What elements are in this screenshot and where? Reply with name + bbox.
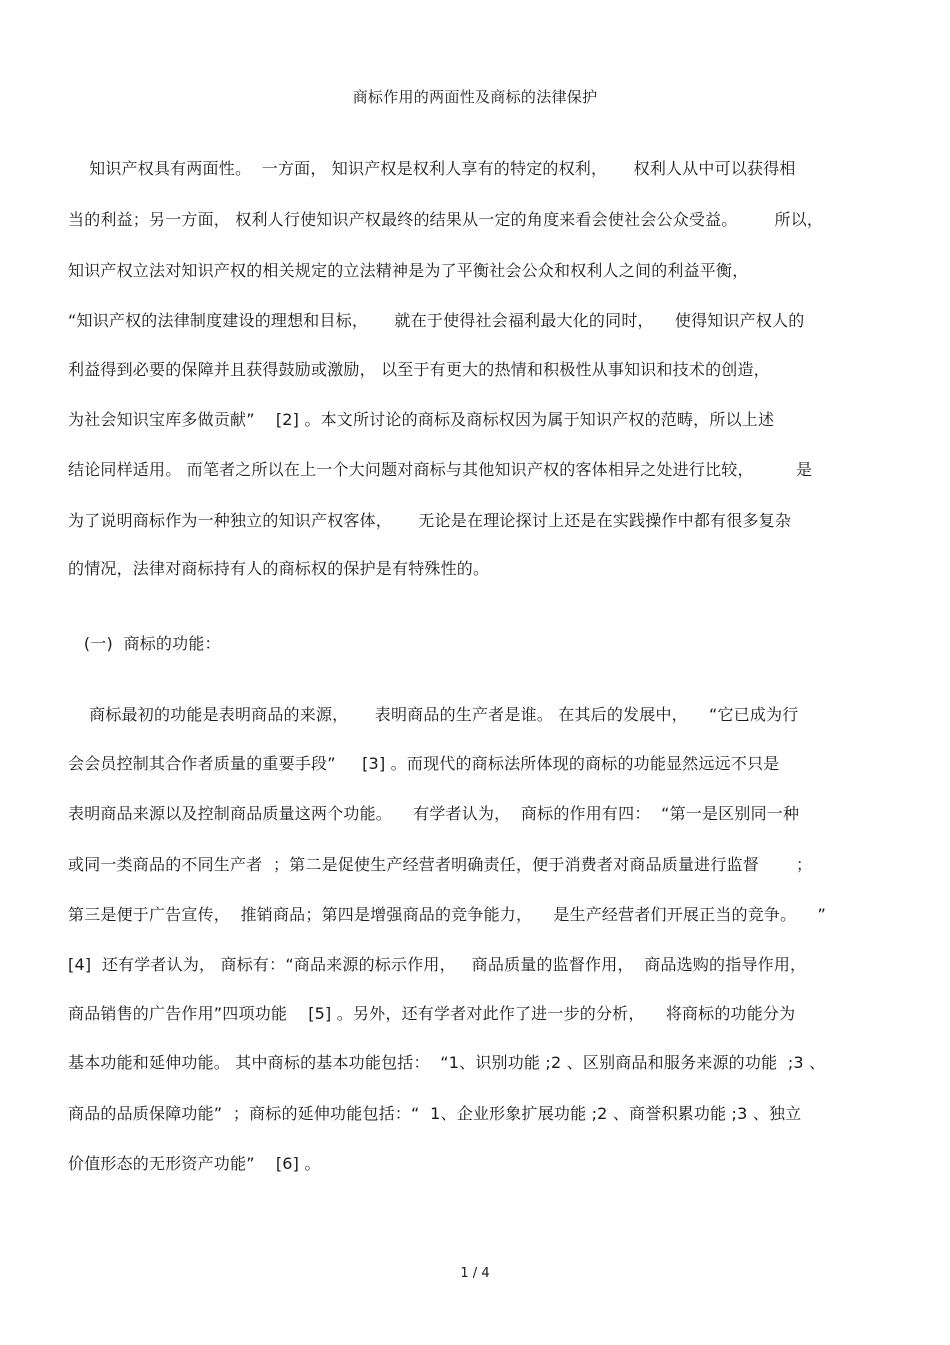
page-number: 1 / 4 xyxy=(460,1266,490,1281)
paragraph-1-line: 结论同样适用。 而笔者之所以在上一个大问题对商标与其他知识产权的客体相异之处进行比较， 是 xyxy=(68,460,813,479)
paragraph-2-line: 会会员控制其合作者质量的重要手段” [3] 。而现代的商标法所体现的商标的功能显然远远不只是 xyxy=(68,754,780,773)
paragraph-1-line: 为社会知识宝库多做贡献” [2] 。本文所讨论的商标及商标权因为属于知识产权的范畴，所以上述 xyxy=(68,410,775,429)
paragraph-1-line: 为了说明商标作为一种独立的知识产权客体， 无论是在理论探讨上还是在实践操作中都有很多复杂 xyxy=(68,511,792,530)
paragraph-1-line: 知识产权具有两面性。 一方面， 知识产权是权利人享有的特定的权利， 权利人从中可以获得相 xyxy=(68,159,796,178)
paragraph-2-line: [4] 还有学者认为， 商标有：“商品来源的标示作用， 商品质量的监督作用， 商品选购的指导作用， xyxy=(68,955,807,974)
document-title: 商标作用的两面性及商标的法律保护 xyxy=(352,88,598,106)
paragraph-1-line: 当的利益；另一方面， 权利人行使知识产权最终的结果从一定的角度来看会使社会公众受益。 所以， xyxy=(68,210,824,229)
paragraph-1-line: 知识产权立法对知识产权的相关规定的立法精神是为了平衡社会公众和权利人之间的利益平衡， xyxy=(68,261,749,280)
paragraph-2-line: 第三是便于广告宣传， 推销商品；第四是增强商品的竞争能力， 是生产经营者们开展正当的竞争。 ” xyxy=(68,905,826,924)
paragraph-1-line: 利益得到必要的保障并且获得鼓励或激励， 以至于有更大的热情和积极性从事知识和技术的创造， xyxy=(68,360,770,379)
paragraph-2-line: 商品的品质保障功能” ；商标的延伸功能包括：“ 1、企业形象扩展功能 ;2 、商誉积累功能 ;3 、独立 xyxy=(68,1104,802,1123)
paragraph-2-line: 表明商品来源以及控制商品质量这两个功能。 有学者认为， 商标的作用有四： “第一是区别同一种 xyxy=(68,804,800,823)
paragraph-1-line: 的情况，法律对商标持有人的商标权的保护是有特殊性的。 xyxy=(68,559,490,578)
paragraph-2-line: 商品销售的广告作用”四项功能 [5] 。另外，还有学者对此作了进一步的分析， 将商标的功能分为 xyxy=(68,1004,796,1023)
paragraph-2-line: 或同一类商品的不同生产者 ；第二是促使生产经营者明确责任，便于消费者对商品质量进行监督 ； xyxy=(68,855,813,874)
paragraph-2-line: 价值形态的无形资产功能” [6] 。 xyxy=(68,1154,321,1173)
paragraph-1-line: “知识产权的法律制度建设的理想和目标， 就在于使得社会福利最大化的同时， 使得知识产权人的 xyxy=(68,311,805,330)
paragraph-2-line: 基本功能和延伸功能。 其中商标的基本功能包括： “1、识别功能 ;2 、区别商品和服务来源的功能 ;3 、 xyxy=(68,1053,826,1072)
paragraph-2-line: 商标最初的功能是表明商品的来源， 表明商品的生产者是谁。 在其后的发展中， “它已成为行 xyxy=(68,705,799,724)
section-heading: (一) 商标的功能： xyxy=(68,634,221,653)
